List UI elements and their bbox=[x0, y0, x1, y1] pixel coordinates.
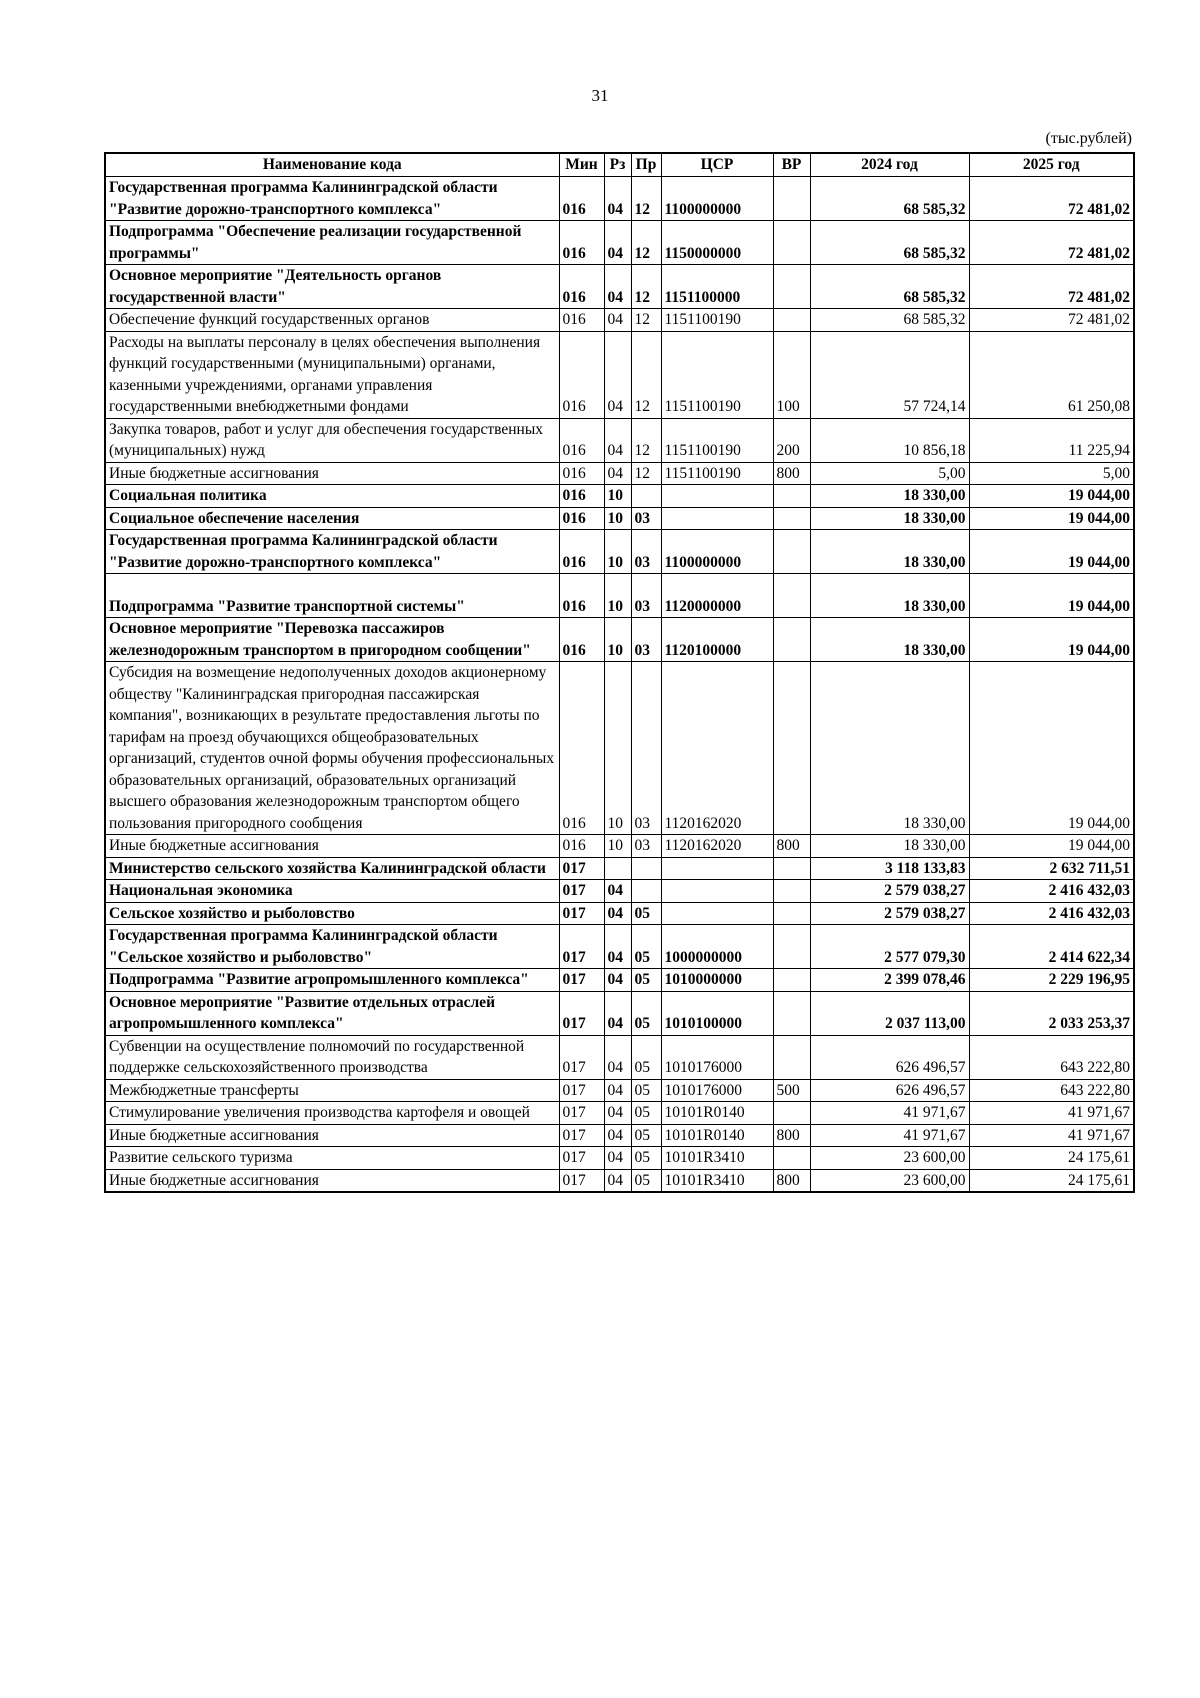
table-row bbox=[105, 462, 1134, 485]
table-body bbox=[105, 177, 1134, 1193]
row-csr: 1120100000 bbox=[661, 618, 773, 662]
row-name: Межбюджетные трансферты bbox=[105, 1079, 559, 1102]
row-amount-2024: 18 330,00 bbox=[810, 662, 969, 835]
row-vr bbox=[773, 969, 810, 992]
row-vr bbox=[773, 618, 810, 662]
row-amount-2024: 41 971,67 bbox=[810, 1102, 969, 1125]
row-vr bbox=[773, 991, 810, 1035]
row-vr: 800 bbox=[773, 835, 810, 858]
row-name: Закупка товаров, работ и услуг для обеспечения государственных (муниципальных) нужд bbox=[105, 418, 559, 462]
row-min: 016 bbox=[559, 309, 604, 332]
row-csr bbox=[661, 880, 773, 903]
row-pr bbox=[631, 857, 661, 880]
row-rz: 04 bbox=[604, 418, 631, 462]
row-amount-2025: 5,00 bbox=[969, 462, 1134, 485]
row-pr: 05 bbox=[631, 1169, 661, 1192]
row-amount-2024: 57 724,14 bbox=[810, 331, 969, 418]
row-name: Расходы на выплаты персоналу в целях обеспечения выполнения функций государственными (муниципальными) органами, казенными учреждениями, органами управления государственными внебюджетными фондами bbox=[105, 331, 559, 418]
row-rz: 10 bbox=[604, 485, 631, 508]
row-min: 017 bbox=[559, 902, 604, 925]
row-name: Иные бюджетные ассигнования bbox=[105, 462, 559, 485]
row-pr: 05 bbox=[631, 1124, 661, 1147]
row-rz: 04 bbox=[604, 462, 631, 485]
row-amount-2025: 2 033 253,37 bbox=[969, 991, 1134, 1035]
row-csr: 1151100190 bbox=[661, 331, 773, 418]
row-amount-2024: 18 330,00 bbox=[810, 507, 969, 530]
row-min: 016 bbox=[559, 574, 604, 618]
row-vr bbox=[773, 880, 810, 903]
row-csr: 1100000000 bbox=[661, 530, 773, 574]
row-pr bbox=[631, 485, 661, 508]
row-name: Субвенции на осуществление полномочий по государственной поддержке сельскохозяйственного производства bbox=[105, 1035, 559, 1079]
row-vr: 800 bbox=[773, 1169, 810, 1192]
table-row bbox=[105, 265, 1134, 309]
header-csr: ЦСР bbox=[661, 153, 773, 177]
row-pr: 12 bbox=[631, 265, 661, 309]
table-row bbox=[105, 991, 1134, 1035]
table-row bbox=[105, 507, 1134, 530]
row-name: Национальная экономика bbox=[105, 880, 559, 903]
row-min: 017 bbox=[559, 857, 604, 880]
row-rz: 10 bbox=[604, 835, 631, 858]
row-pr: 12 bbox=[631, 418, 661, 462]
row-vr bbox=[773, 177, 810, 221]
row-vr bbox=[773, 485, 810, 508]
row-pr: 05 bbox=[631, 969, 661, 992]
row-amount-2025: 19 044,00 bbox=[969, 485, 1134, 508]
row-vr bbox=[773, 662, 810, 835]
row-vr: 200 bbox=[773, 418, 810, 462]
row-min: 017 bbox=[559, 1035, 604, 1079]
header-2024: 2024 год bbox=[810, 153, 969, 177]
row-name: Сельское хозяйство и рыболовство bbox=[105, 902, 559, 925]
row-vr bbox=[773, 857, 810, 880]
row-rz: 10 bbox=[604, 507, 631, 530]
row-amount-2025: 72 481,02 bbox=[969, 265, 1134, 309]
row-vr bbox=[773, 1102, 810, 1125]
header-2025: 2025 год bbox=[969, 153, 1134, 177]
table-row bbox=[105, 574, 1134, 618]
row-name: Государственная программа Калининградской области "Сельское хозяйство и рыболовство" bbox=[105, 925, 559, 969]
row-csr: 1151100190 bbox=[661, 462, 773, 485]
table-row bbox=[105, 221, 1134, 265]
row-name: Основное мероприятие "Развитие отдельных отраслей агропромышленного комплекса" bbox=[105, 991, 559, 1035]
row-min: 016 bbox=[559, 835, 604, 858]
table-row bbox=[105, 1124, 1134, 1147]
row-vr bbox=[773, 1035, 810, 1079]
row-min: 016 bbox=[559, 618, 604, 662]
row-amount-2025: 2 632 711,51 bbox=[969, 857, 1134, 880]
row-amount-2025: 2 416 432,03 bbox=[969, 902, 1134, 925]
row-min: 016 bbox=[559, 265, 604, 309]
row-name: Развитие сельского туризма bbox=[105, 1147, 559, 1170]
row-csr: 10101R0140 bbox=[661, 1124, 773, 1147]
row-amount-2024: 18 330,00 bbox=[810, 485, 969, 508]
row-pr: 03 bbox=[631, 618, 661, 662]
table-row bbox=[105, 309, 1134, 332]
row-csr: 10101R0140 bbox=[661, 1102, 773, 1125]
row-amount-2024: 2 399 078,46 bbox=[810, 969, 969, 992]
row-vr: 800 bbox=[773, 1124, 810, 1147]
row-rz bbox=[604, 857, 631, 880]
row-pr: 03 bbox=[631, 507, 661, 530]
row-csr: 1120162020 bbox=[661, 835, 773, 858]
row-amount-2024: 2 579 038,27 bbox=[810, 902, 969, 925]
row-amount-2025: 24 175,61 bbox=[969, 1147, 1134, 1170]
header-pr: Пр bbox=[631, 153, 661, 177]
row-amount-2024: 10 856,18 bbox=[810, 418, 969, 462]
row-vr bbox=[773, 530, 810, 574]
row-amount-2024: 68 585,32 bbox=[810, 265, 969, 309]
row-amount-2025: 2 414 622,34 bbox=[969, 925, 1134, 969]
row-pr: 03 bbox=[631, 835, 661, 858]
row-amount-2025: 19 044,00 bbox=[969, 835, 1134, 858]
row-rz: 04 bbox=[604, 880, 631, 903]
row-pr: 05 bbox=[631, 991, 661, 1035]
row-rz: 10 bbox=[604, 574, 631, 618]
row-min: 017 bbox=[559, 1102, 604, 1125]
row-amount-2024: 626 496,57 bbox=[810, 1035, 969, 1079]
row-name: Основное мероприятие "Перевозка пассажиров железнодорожным транспортом в пригородном сообщении" bbox=[105, 618, 559, 662]
row-amount-2025: 72 481,02 bbox=[969, 221, 1134, 265]
row-amount-2024: 23 600,00 bbox=[810, 1147, 969, 1170]
row-amount-2025: 19 044,00 bbox=[969, 618, 1134, 662]
row-vr: 100 bbox=[773, 331, 810, 418]
row-name: Иные бюджетные ассигнования bbox=[105, 1169, 559, 1192]
row-pr: 12 bbox=[631, 309, 661, 332]
header-vr: ВР bbox=[773, 153, 810, 177]
row-amount-2024: 23 600,00 bbox=[810, 1169, 969, 1192]
row-pr: 12 bbox=[631, 462, 661, 485]
row-csr: 1151100190 bbox=[661, 418, 773, 462]
table-row bbox=[105, 1169, 1134, 1192]
row-csr bbox=[661, 485, 773, 508]
row-min: 017 bbox=[559, 1079, 604, 1102]
table-row bbox=[105, 331, 1134, 418]
row-amount-2025: 72 481,02 bbox=[969, 309, 1134, 332]
row-vr bbox=[773, 309, 810, 332]
row-min: 017 bbox=[559, 969, 604, 992]
row-rz: 04 bbox=[604, 309, 631, 332]
row-csr: 10101R3410 bbox=[661, 1169, 773, 1192]
row-min: 017 bbox=[559, 1169, 604, 1192]
row-min: 017 bbox=[559, 880, 604, 903]
row-amount-2024: 41 971,67 bbox=[810, 1124, 969, 1147]
row-vr bbox=[773, 265, 810, 309]
row-csr: 1010100000 bbox=[661, 991, 773, 1035]
row-rz: 04 bbox=[604, 1124, 631, 1147]
row-name: Подпрограмма "Развитие транспортной системы" bbox=[105, 574, 559, 618]
row-csr: 1000000000 bbox=[661, 925, 773, 969]
row-min: 016 bbox=[559, 418, 604, 462]
row-rz: 04 bbox=[604, 1102, 631, 1125]
row-rz: 04 bbox=[604, 1079, 631, 1102]
table-row bbox=[105, 835, 1134, 858]
table-row bbox=[105, 662, 1134, 835]
row-amount-2024: 18 330,00 bbox=[810, 835, 969, 858]
row-vr bbox=[773, 902, 810, 925]
row-csr: 1151100000 bbox=[661, 265, 773, 309]
row-amount-2025: 19 044,00 bbox=[969, 574, 1134, 618]
table-row bbox=[105, 618, 1134, 662]
row-csr: 10101R3410 bbox=[661, 1147, 773, 1170]
row-amount-2024: 68 585,32 bbox=[810, 221, 969, 265]
row-name: Субсидия на возмещение недополученных доходов акционерному обществу "Калининградская пригородная пассажирская компания", возникающих в результате предоставления льготы по тарифам на проезд обучающихся общеобразовательных организаций, студентов очной формы обучения профессиональных образовательных организаций, образовательных организаций высшего образования железнодорожным транспортом общего пользования пригородного сообщения bbox=[105, 662, 559, 835]
row-name: Государственная программа Калининградской области "Развитие дорожно-транспортного комплекса" bbox=[105, 177, 559, 221]
row-vr: 800 bbox=[773, 462, 810, 485]
row-vr: 500 bbox=[773, 1079, 810, 1102]
row-name: Министерство сельского хозяйства Калининградской области bbox=[105, 857, 559, 880]
row-pr: 03 bbox=[631, 574, 661, 618]
row-amount-2024: 68 585,32 bbox=[810, 309, 969, 332]
row-min: 017 bbox=[559, 1147, 604, 1170]
row-amount-2024: 626 496,57 bbox=[810, 1079, 969, 1102]
row-min: 016 bbox=[559, 507, 604, 530]
row-name: Обеспечение функций государственных органов bbox=[105, 309, 559, 332]
row-vr bbox=[773, 1147, 810, 1170]
row-pr: 12 bbox=[631, 177, 661, 221]
row-amount-2024: 18 330,00 bbox=[810, 618, 969, 662]
row-pr: 03 bbox=[631, 530, 661, 574]
row-amount-2024: 5,00 bbox=[810, 462, 969, 485]
row-csr: 1010176000 bbox=[661, 1079, 773, 1102]
row-amount-2025: 24 175,61 bbox=[969, 1169, 1134, 1192]
row-csr: 1010000000 bbox=[661, 969, 773, 992]
row-min: 016 bbox=[559, 331, 604, 418]
row-rz: 04 bbox=[604, 1169, 631, 1192]
row-csr: 1120162020 bbox=[661, 662, 773, 835]
row-pr: 05 bbox=[631, 925, 661, 969]
row-name: Государственная программа Калининградской области "Развитие дорожно-транспортного комплекса" bbox=[105, 530, 559, 574]
row-vr bbox=[773, 574, 810, 618]
row-rz: 04 bbox=[604, 331, 631, 418]
row-pr: 05 bbox=[631, 902, 661, 925]
table-row bbox=[105, 530, 1134, 574]
row-amount-2025: 11 225,94 bbox=[969, 418, 1134, 462]
row-amount-2025: 72 481,02 bbox=[969, 177, 1134, 221]
row-amount-2025: 19 044,00 bbox=[969, 530, 1134, 574]
row-vr bbox=[773, 925, 810, 969]
row-name: Подпрограмма "Обеспечение реализации государственной программы" bbox=[105, 221, 559, 265]
table-row bbox=[105, 485, 1134, 508]
row-amount-2024: 18 330,00 bbox=[810, 530, 969, 574]
row-min: 016 bbox=[559, 485, 604, 508]
row-name: Социальная политика bbox=[105, 485, 559, 508]
table-row bbox=[105, 925, 1134, 969]
row-name: Иные бюджетные ассигнования bbox=[105, 835, 559, 858]
row-min: 017 bbox=[559, 925, 604, 969]
table-row bbox=[105, 418, 1134, 462]
row-amount-2025: 61 250,08 bbox=[969, 331, 1134, 418]
row-amount-2025: 19 044,00 bbox=[969, 662, 1134, 835]
row-name: Стимулирование увеличения производства картофеля и овощей bbox=[105, 1102, 559, 1125]
row-amount-2024: 2 577 079,30 bbox=[810, 925, 969, 969]
table-row bbox=[105, 177, 1134, 221]
row-csr bbox=[661, 857, 773, 880]
table-row bbox=[105, 902, 1134, 925]
row-min: 016 bbox=[559, 530, 604, 574]
row-pr: 05 bbox=[631, 1147, 661, 1170]
row-min: 016 bbox=[559, 177, 604, 221]
row-vr bbox=[773, 221, 810, 265]
table-row bbox=[105, 857, 1134, 880]
row-rz: 04 bbox=[604, 265, 631, 309]
row-min: 016 bbox=[559, 662, 604, 835]
row-csr bbox=[661, 902, 773, 925]
row-min: 016 bbox=[559, 462, 604, 485]
table-row bbox=[105, 1147, 1134, 1170]
row-amount-2025: 2 229 196,95 bbox=[969, 969, 1134, 992]
row-min: 017 bbox=[559, 1124, 604, 1147]
table-row bbox=[105, 880, 1134, 903]
row-min: 016 bbox=[559, 221, 604, 265]
units-note: (тыс.рублей) bbox=[1045, 130, 1132, 147]
row-pr: 05 bbox=[631, 1102, 661, 1125]
row-pr: 12 bbox=[631, 331, 661, 418]
row-amount-2024: 18 330,00 bbox=[810, 574, 969, 618]
row-amount-2024: 2 037 113,00 bbox=[810, 991, 969, 1035]
row-csr: 1151100190 bbox=[661, 309, 773, 332]
row-pr: 12 bbox=[631, 221, 661, 265]
table-header-row bbox=[105, 153, 1134, 177]
row-amount-2024: 2 579 038,27 bbox=[810, 880, 969, 903]
row-rz: 04 bbox=[604, 1147, 631, 1170]
header-rz: Рз bbox=[604, 153, 631, 177]
row-name: Социальное обеспечение населения bbox=[105, 507, 559, 530]
row-amount-2025: 41 971,67 bbox=[969, 1102, 1134, 1125]
row-rz: 10 bbox=[604, 618, 631, 662]
budget-table bbox=[104, 152, 1135, 1193]
row-name: Иные бюджетные ассигнования bbox=[105, 1124, 559, 1147]
row-pr: 05 bbox=[631, 1035, 661, 1079]
row-amount-2025: 19 044,00 bbox=[969, 507, 1134, 530]
row-rz: 10 bbox=[604, 662, 631, 835]
row-rz: 10 bbox=[604, 530, 631, 574]
row-rz: 04 bbox=[604, 177, 631, 221]
row-csr: 1150000000 bbox=[661, 221, 773, 265]
row-rz: 04 bbox=[604, 969, 631, 992]
row-csr: 1100000000 bbox=[661, 177, 773, 221]
row-amount-2025: 2 416 432,03 bbox=[969, 880, 1134, 903]
row-amount-2024: 68 585,32 bbox=[810, 177, 969, 221]
row-amount-2025: 41 971,67 bbox=[969, 1124, 1134, 1147]
row-vr bbox=[773, 507, 810, 530]
row-csr bbox=[661, 507, 773, 530]
table-row bbox=[105, 1035, 1134, 1079]
row-pr: 05 bbox=[631, 1079, 661, 1102]
table-row bbox=[105, 1102, 1134, 1125]
row-min: 017 bbox=[559, 991, 604, 1035]
row-amount-2025: 643 222,80 bbox=[969, 1035, 1134, 1079]
row-pr bbox=[631, 880, 661, 903]
table-row bbox=[105, 969, 1134, 992]
row-name: Основное мероприятие "Деятельность органов государственной власти" bbox=[105, 265, 559, 309]
header-min: Мин bbox=[559, 153, 604, 177]
row-csr: 1120000000 bbox=[661, 574, 773, 618]
table-row bbox=[105, 1079, 1134, 1102]
row-amount-2024: 3 118 133,83 bbox=[810, 857, 969, 880]
row-rz: 04 bbox=[604, 902, 631, 925]
row-name: Подпрограмма "Развитие агропромышленного комплекса" bbox=[105, 969, 559, 992]
row-rz: 04 bbox=[604, 991, 631, 1035]
row-pr: 03 bbox=[631, 662, 661, 835]
header-name: Наименование кода bbox=[105, 153, 559, 177]
row-csr: 1010176000 bbox=[661, 1035, 773, 1079]
row-rz: 04 bbox=[604, 221, 631, 265]
row-rz: 04 bbox=[604, 925, 631, 969]
page-number: 31 bbox=[591, 86, 609, 105]
row-rz: 04 bbox=[604, 1035, 631, 1079]
row-amount-2025: 643 222,80 bbox=[969, 1079, 1134, 1102]
